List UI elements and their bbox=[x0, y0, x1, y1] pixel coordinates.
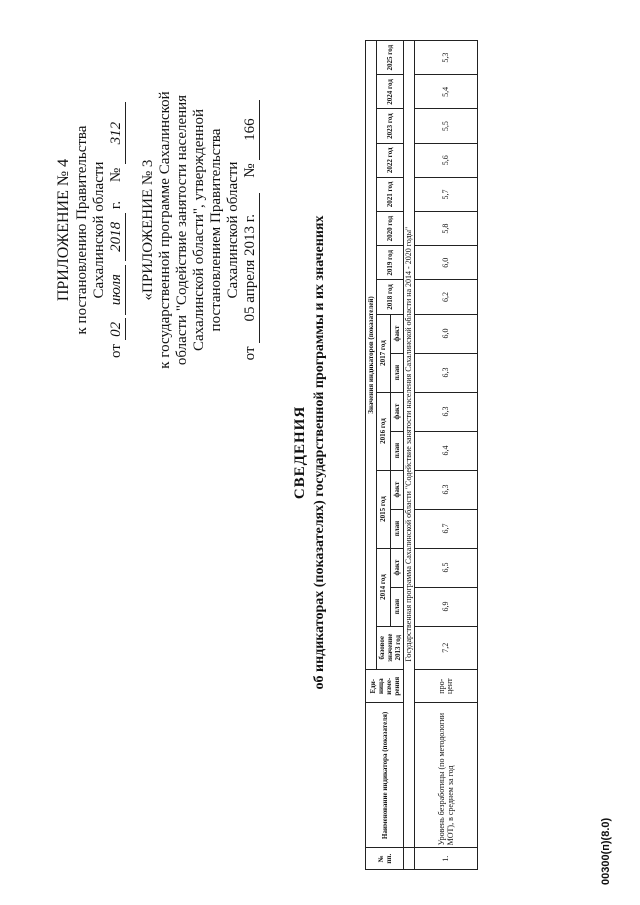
fact-2017-header: факт bbox=[390, 314, 404, 353]
row-fact-2014: 6,5 bbox=[415, 548, 478, 587]
date-month: июля bbox=[108, 265, 126, 315]
row-2025: 5,3 bbox=[415, 41, 478, 75]
fact-2016-header: факт bbox=[390, 392, 404, 431]
row-plan-2015: 6,7 bbox=[415, 509, 478, 548]
row-fact-2016: 6,3 bbox=[415, 392, 478, 431]
col-2025-header: 2025 год bbox=[377, 41, 404, 75]
table-row bbox=[415, 41, 478, 870]
prev-date-prefix: от bbox=[242, 346, 258, 361]
document-code: 00300(п)(8.0) bbox=[600, 817, 612, 885]
row-2020: 5,8 bbox=[415, 212, 478, 246]
document-title: СВЕДЕНИЯ bbox=[292, 405, 308, 500]
program-row bbox=[404, 41, 415, 870]
values-group-header: Значения индикаторов (показателей) bbox=[366, 41, 377, 670]
col-unit-header: Еди-ница изме-рения bbox=[366, 669, 404, 702]
row-plan-2014: 6,9 bbox=[415, 587, 478, 626]
col-2021-header: 2021 год bbox=[377, 177, 404, 211]
num-label: № bbox=[108, 167, 124, 183]
prev-line3: Сахалинской области", утвержденной bbox=[191, 109, 207, 351]
plan-2014-header: план bbox=[390, 587, 404, 626]
appendix-title: ПРИЛОЖЕНИЕ № 4 bbox=[55, 158, 72, 302]
fact-2014-header: факт bbox=[390, 548, 404, 587]
row-2022: 5,6 bbox=[415, 143, 478, 177]
row-2019: 6,0 bbox=[415, 246, 478, 280]
col-2018-header: 2018 год bbox=[377, 280, 404, 314]
col-2022-header: 2022 год bbox=[377, 143, 404, 177]
appendix-line2: Сахалинской области bbox=[91, 161, 107, 299]
row-2018: 6,2 bbox=[415, 280, 478, 314]
col-2016-header: 2016 год bbox=[377, 392, 391, 470]
plan-2016-header: план bbox=[390, 431, 404, 470]
fact-2015-header: факт bbox=[390, 470, 404, 509]
plan-2015-header: план bbox=[390, 509, 404, 548]
prev-date: 05 апреля 2013 г. bbox=[242, 193, 260, 343]
indicators-table bbox=[365, 40, 478, 870]
prev-title: «ПРИЛОЖЕНИЕ № 3 bbox=[140, 159, 156, 301]
row-2023: 5,5 bbox=[415, 109, 478, 143]
col-num-header: № пп. bbox=[366, 848, 404, 870]
col-2015-header: 2015 год bbox=[377, 470, 391, 548]
col-base-header: базовое значение 2013 год bbox=[377, 626, 404, 669]
col-2023-header: 2023 год bbox=[377, 109, 404, 143]
table-header-row-1 bbox=[366, 41, 377, 870]
col-name-header: Наименование индикатора (показателя) bbox=[366, 703, 404, 848]
row-base: 7,2 bbox=[415, 626, 478, 669]
date-year: 2018 bbox=[108, 213, 126, 261]
plan-2017-header: план bbox=[390, 353, 404, 392]
col-2014-header: 2014 год bbox=[377, 548, 391, 626]
document-subtitle: об индикаторах (показателях) государственной программы и их значениях bbox=[312, 215, 327, 690]
appendix-date-line bbox=[108, 50, 126, 410]
row-plan-2017: 6,3 bbox=[415, 353, 478, 392]
prev-num-value: 166 bbox=[242, 100, 260, 160]
row-num: 1. bbox=[415, 848, 478, 870]
col-2017-header: 2017 год bbox=[377, 314, 391, 392]
num-value: 312 bbox=[108, 102, 126, 164]
prev-line1: к государственной программе Сахалинской bbox=[157, 91, 173, 369]
row-fact-2015: 6,3 bbox=[415, 470, 478, 509]
date-day: 02 bbox=[108, 318, 126, 340]
prev-line2: области "Содействие занятости населения bbox=[174, 94, 190, 366]
col-2024-header: 2024 год bbox=[377, 75, 404, 109]
row-name: Уровень безработицы (по методологии МОТ), в среднем за год bbox=[415, 703, 478, 848]
row-unit: про-цент bbox=[415, 669, 478, 702]
row-fact-2017: 6,0 bbox=[415, 314, 478, 353]
appendix-line1: к постановлению Правительства bbox=[74, 125, 90, 335]
row-2021: 5,7 bbox=[415, 177, 478, 211]
row-plan-2016: 6,4 bbox=[415, 431, 478, 470]
prev-num-label: № bbox=[242, 163, 258, 178]
date-prefix: от bbox=[108, 344, 124, 358]
prev-line4: постановлением Правительства bbox=[208, 128, 224, 332]
date-suffix: г. bbox=[108, 200, 124, 210]
appendix-header bbox=[55, 50, 260, 410]
prev-line5: Сахалинской области bbox=[225, 161, 241, 299]
program-title: Государственная программа Сахалинской области "Содействие занятости населения Сахалинской области на 2014 - 2020 годы" bbox=[404, 41, 415, 848]
row-2024: 5,4 bbox=[415, 75, 478, 109]
program-row-empty bbox=[404, 848, 415, 870]
col-2019-header: 2019 год bbox=[377, 246, 404, 280]
prev-date-line bbox=[242, 50, 260, 410]
col-2020-header: 2020 год bbox=[377, 212, 404, 246]
